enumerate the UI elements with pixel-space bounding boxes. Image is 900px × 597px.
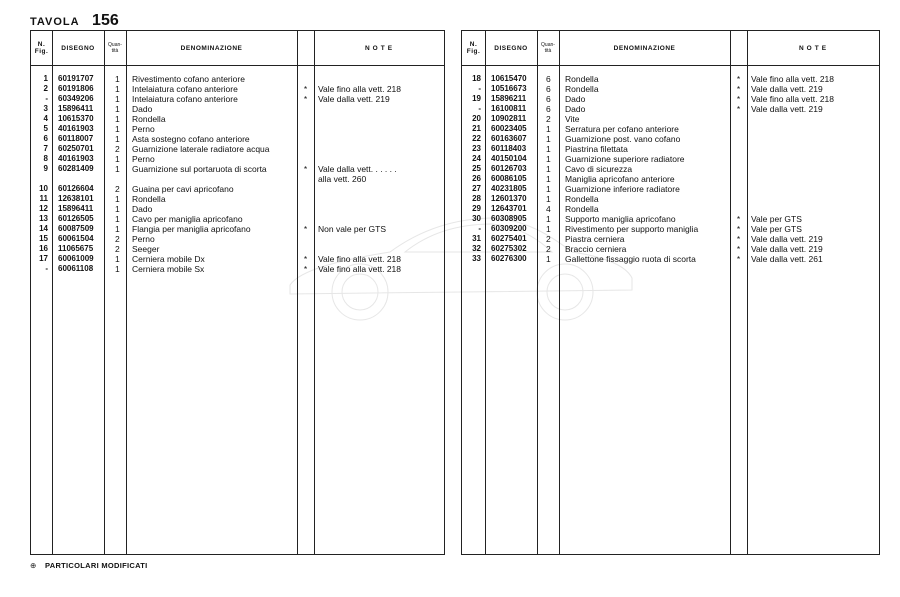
row-quantity: 6: [546, 104, 551, 114]
table-row: [31, 224, 444, 234]
row-quantity: 1: [115, 224, 120, 234]
row-part-number: 10615370: [58, 114, 94, 123]
row-note-asterisk: *: [303, 224, 308, 234]
row-quantity: 1: [546, 224, 551, 234]
col-disegno-header: DISEGNO: [61, 44, 95, 52]
row-note-asterisk: *: [303, 264, 308, 274]
table-row: [462, 214, 879, 224]
row-part-number: 60061504: [58, 234, 94, 243]
table-row: [31, 144, 444, 154]
row-quantity: 1: [546, 124, 551, 134]
row-part-number: 60087509: [58, 224, 94, 233]
row-note-asterisk: *: [736, 224, 741, 234]
parts-table-right: [461, 30, 880, 555]
row-description: Guarnizione superiore radiatore: [565, 154, 685, 164]
row-fig-number: 13: [39, 214, 48, 223]
row-part-number: 12601370: [491, 194, 527, 203]
col-fig-header: [31, 31, 52, 65]
table-row: [31, 74, 444, 84]
col-fig-header: [462, 31, 485, 65]
row-note-asterisk: *: [736, 74, 741, 84]
row-fig-number: 21: [472, 124, 481, 133]
tavola-number: 156: [92, 12, 119, 29]
row-quantity: 6: [546, 74, 551, 84]
table-row: [462, 244, 879, 254]
row-description: Rondella: [565, 194, 599, 204]
row-description: Gallettone fissaggio ruota di scorta: [565, 254, 696, 264]
row-fig-number: 5: [43, 124, 48, 133]
row-part-number: 60118403: [491, 144, 527, 153]
row-fig-number: -: [478, 224, 481, 233]
table-row: [462, 194, 879, 204]
row-fig-number: 19: [472, 94, 481, 103]
row-description: Perno: [132, 154, 155, 164]
row-fig-number: 16: [39, 244, 48, 253]
row-quantity: 2: [115, 234, 120, 244]
table-row: [462, 84, 879, 94]
row-part-number: 60118007: [58, 134, 94, 143]
row-note-asterisk: *: [736, 254, 741, 264]
row-quantity: 1: [115, 134, 120, 144]
col-note-header: NOTE: [364, 44, 396, 52]
parts-rows-right: [462, 74, 879, 264]
row-part-number: 11065675: [58, 244, 94, 253]
row-quantity: 1: [546, 164, 551, 174]
row-part-number: 60281409: [58, 164, 94, 173]
table-row: [31, 164, 444, 174]
row-fig-number: -: [45, 94, 48, 103]
row-note: Vale dalla vett. 219: [751, 244, 823, 254]
row-quantity: 1: [115, 94, 120, 104]
col-quantita-header: [104, 31, 126, 65]
table-row: [462, 184, 879, 194]
row-note: alla vett. 260: [318, 174, 367, 184]
row-quantity: 1: [115, 194, 120, 204]
row-quantity: 1: [546, 214, 551, 224]
row-part-number: 16100811: [491, 104, 527, 113]
row-fig-number: 11: [39, 194, 48, 203]
col-quantita-line2: tità: [111, 48, 119, 54]
row-description: Rondella: [132, 194, 166, 204]
table-row: [462, 124, 879, 134]
row-part-number: 60126505: [58, 214, 94, 223]
row-fig-number: 20: [472, 114, 481, 123]
row-fig-number: 2: [43, 84, 48, 93]
col-quantita-line1: Quan-: [108, 42, 122, 48]
row-fig-number: 6: [43, 134, 48, 143]
row-part-number: 12643701: [491, 204, 527, 213]
row-fig-number: 14: [39, 224, 48, 233]
row-part-number: 40231805: [491, 184, 527, 193]
row-part-number: 60023405: [491, 124, 527, 133]
table-row: [462, 224, 879, 234]
table-row: [31, 184, 444, 194]
row-description: Maniglia apricofano anteriore: [565, 174, 675, 184]
row-description: Asta sostegno cofano anteriore: [132, 134, 250, 144]
row-description: Guarnizione sul portaruota di scorta: [132, 164, 267, 174]
row-part-number: 60061108: [58, 264, 94, 273]
row-quantity: 1: [546, 184, 551, 194]
row-fig-number: 23: [472, 144, 481, 153]
table-row: [31, 84, 444, 94]
row-description: Supporto maniglia apricofano: [565, 214, 676, 224]
row-note: Vale fino alla vett. 218: [751, 74, 835, 84]
row-quantity: 2: [546, 244, 551, 254]
table-row: [31, 194, 444, 204]
row-fig-number: 1: [43, 74, 48, 83]
row-part-number: 15896411: [58, 204, 94, 213]
row-description: Cerniera mobile Dx: [132, 254, 205, 264]
row-description: Piastrina filettata: [565, 144, 628, 154]
row-part-number: 60163607: [491, 134, 527, 143]
row-part-number: 60275401: [491, 234, 527, 243]
table-row: [31, 124, 444, 134]
footer-legend: [30, 561, 148, 570]
row-part-number: 12638101: [58, 194, 94, 203]
row-quantity: 1: [115, 164, 120, 174]
row-description: Rondella: [132, 114, 166, 124]
row-part-number: 60308905: [491, 214, 527, 223]
row-part-number: 60275302: [491, 244, 527, 253]
row-quantity: 1: [546, 254, 551, 264]
row-quantity: 1: [546, 144, 551, 154]
table-row: [462, 134, 879, 144]
row-description: Perno: [132, 124, 155, 134]
table-row: [31, 94, 444, 104]
row-description: Rivestimento per supporto maniglia: [565, 224, 699, 234]
row-quantity: 1: [115, 74, 120, 84]
table-row: [31, 204, 444, 214]
row-part-number: 40161903: [58, 124, 94, 133]
row-quantity: 2: [546, 114, 551, 124]
table-row: [31, 104, 444, 114]
row-note-asterisk: *: [736, 94, 741, 104]
row-fig-number: 26: [472, 174, 481, 183]
row-fig-number: 28: [472, 194, 481, 203]
row-description: Intelaiatura cofano anteriore: [132, 94, 238, 104]
row-description: Cavo per maniglia apricofano: [132, 214, 243, 224]
row-description: Rivestimento cofano anteriore: [132, 74, 245, 84]
row-note: Vale per GTS: [751, 214, 802, 224]
row-note: Vale dalla vett. 219: [751, 104, 823, 114]
col-fig-line1: N.: [469, 41, 478, 48]
row-quantity: 4: [546, 204, 551, 214]
parts-rows-left: [31, 74, 444, 274]
row-note-asterisk: *: [303, 254, 308, 264]
table-row: [462, 94, 879, 104]
row-quantity: 2: [115, 184, 120, 194]
row-part-number: 60086105: [491, 174, 527, 183]
row-fig-number: 33: [472, 254, 481, 263]
row-part-number: 60250701: [58, 144, 94, 153]
table-row: [462, 104, 879, 114]
row-fig-number: 31: [472, 234, 481, 243]
row-fig-number: 30: [472, 214, 481, 223]
table-row: [31, 254, 444, 264]
table-row: [31, 244, 444, 254]
col-fig-line2: Fig.: [34, 48, 49, 55]
row-part-number: 60276300: [491, 254, 527, 263]
table-row: [462, 164, 879, 174]
page-title: [30, 12, 119, 30]
row-part-number: 40150104: [491, 154, 527, 163]
row-fig-number: 17: [39, 254, 48, 263]
table-row: [31, 134, 444, 144]
row-note-asterisk: *: [303, 84, 308, 94]
row-fig-number: 22: [472, 134, 481, 143]
table-row: [462, 254, 879, 264]
row-description: Guarnizione post. vano cofano: [565, 134, 681, 144]
col-quantita-line1: Quan-: [541, 42, 555, 48]
row-quantity: 1: [115, 154, 120, 164]
table-row: [462, 114, 879, 124]
row-fig-number: 8: [43, 154, 48, 163]
row-quantity: 1: [115, 204, 120, 214]
row-part-number: 60191707: [58, 74, 94, 83]
row-description: Seeger: [132, 244, 160, 254]
table-row: [462, 154, 879, 164]
row-part-number: 40161903: [58, 154, 94, 163]
row-description: Dado: [565, 104, 586, 114]
col-denominazione-header: DENOMINAZIONE: [180, 44, 243, 52]
row-description: Cavo di sicurezza: [565, 164, 633, 174]
row-quantity: 1: [546, 174, 551, 184]
row-note-asterisk: *: [736, 234, 741, 244]
table-row: [462, 204, 879, 214]
row-fig-number: 18: [472, 74, 481, 83]
row-description: Dado: [132, 104, 153, 114]
row-fig-number: -: [478, 84, 481, 93]
row-part-number: 10516673: [491, 84, 527, 93]
table-row: [462, 144, 879, 154]
row-description: Dado: [565, 94, 586, 104]
row-description: Vite: [565, 114, 580, 124]
table-row: [31, 214, 444, 224]
row-note: Vale fino alla vett. 218: [318, 264, 402, 274]
col-fig-line1: N.: [37, 41, 46, 48]
table-row: [31, 154, 444, 164]
row-description: Flangia per maniglia apricofano: [132, 224, 251, 234]
row-quantity: 1: [115, 104, 120, 114]
row-quantity: 1: [546, 134, 551, 144]
row-quantity: 1: [115, 214, 120, 224]
row-fig-number: 9: [43, 164, 48, 173]
table-row: [31, 174, 444, 184]
row-fig-number: 7: [43, 144, 48, 153]
row-quantity: 2: [546, 234, 551, 244]
row-description: Guarnizione inferiore radiatore: [565, 184, 680, 194]
row-note: Vale dalla vett. 219: [751, 234, 823, 244]
row-description: Rondella: [565, 204, 599, 214]
row-quantity: 1: [546, 154, 551, 164]
row-description: Cerniera mobile Sx: [132, 264, 205, 274]
row-part-number: 10902811: [491, 114, 527, 123]
parts-table-left: [30, 30, 445, 555]
row-note: Vale fino alla vett. 218: [318, 254, 402, 264]
row-note-asterisk: *: [736, 104, 741, 114]
row-fig-number: 32: [472, 244, 481, 253]
row-fig-number: 15: [39, 234, 48, 243]
row-quantity: 1: [115, 254, 120, 264]
row-part-number: 60061009: [58, 254, 94, 263]
row-quantity: 1: [115, 114, 120, 124]
table-row: [31, 264, 444, 274]
row-fig-number: 3: [43, 104, 48, 113]
row-quantity: 1: [115, 124, 120, 134]
row-note: Vale dalla vett. 261: [751, 254, 823, 264]
col-disegno-header: DISEGNO: [494, 44, 528, 52]
row-quantity: 6: [546, 94, 551, 104]
row-part-number: 60191806: [58, 84, 94, 93]
row-fig-number: 12: [39, 204, 48, 213]
row-fig-number: -: [45, 264, 48, 273]
row-note: Vale fino alla vett. 218: [751, 94, 835, 104]
col-denominazione-header: DENOMINAZIONE: [613, 44, 676, 52]
row-fig-number: 10: [39, 184, 48, 193]
row-note: Non vale per GTS: [318, 224, 387, 234]
col-quantita-line2: tità: [544, 48, 552, 54]
row-note: Vale per GTS: [751, 224, 802, 234]
row-description: Guaina per cavi apricofano: [132, 184, 234, 194]
row-note-asterisk: *: [303, 164, 308, 174]
row-note: Vale dalla vett. . . . . .: [318, 164, 397, 174]
row-part-number: 15896411: [58, 104, 94, 113]
row-part-number: 15896211: [491, 94, 527, 103]
row-description: Guarnizione laterale radiatore acqua: [132, 144, 270, 154]
row-fig-number: -: [478, 104, 481, 113]
row-fig-number: 25: [472, 164, 481, 173]
row-note: Vale dalla vett. 219: [751, 84, 823, 94]
row-description: Piastra cerniera: [565, 234, 625, 244]
row-fig-number: 24: [472, 154, 481, 163]
row-quantity: 1: [546, 194, 551, 204]
row-description: Dado: [132, 204, 153, 214]
row-note: Vale fino alla vett. 218: [318, 84, 402, 94]
col-note-header: NOTE: [798, 44, 830, 52]
row-description: Rondella: [565, 84, 599, 94]
row-description: Braccio cerniera: [565, 244, 627, 254]
row-description: Perno: [132, 234, 155, 244]
table-row: [462, 74, 879, 84]
row-quantity: 1: [115, 84, 120, 94]
row-description: Rondella: [565, 74, 599, 84]
row-part-number: 60126703: [491, 164, 527, 173]
row-note-asterisk: *: [736, 84, 741, 94]
row-fig-number: 27: [472, 184, 481, 193]
table-row: [31, 234, 444, 244]
row-part-number: 60309200: [491, 224, 527, 233]
tavola-label: TAVOLA: [30, 16, 80, 28]
row-quantity: 2: [115, 144, 120, 154]
row-quantity: 2: [115, 244, 120, 254]
row-part-number: 60126604: [58, 184, 94, 193]
row-part-number: 10615470: [491, 74, 527, 83]
row-description: Intelaiatura cofano anteriore: [132, 84, 238, 94]
row-fig-number: 29: [472, 204, 481, 213]
row-note-asterisk: *: [736, 244, 741, 254]
table-row: [462, 174, 879, 184]
modified-mark-icon: ⊕: [30, 561, 37, 570]
row-note-asterisk: *: [736, 214, 741, 224]
row-quantity: 6: [546, 84, 551, 94]
footer-text: PARTICOLARI MODIFICATI: [44, 561, 148, 570]
row-note-asterisk: *: [303, 94, 308, 104]
table-row: [31, 114, 444, 124]
table-row: [462, 234, 879, 244]
col-quantita-header: [537, 31, 559, 65]
row-part-number: 60349206: [58, 94, 94, 103]
row-fig-number: 4: [43, 114, 48, 123]
col-fig-line2: Fig.: [466, 48, 481, 55]
row-note: Vale dalla vett. 219: [318, 94, 390, 104]
row-description: Serratura per cofano anteriore: [565, 124, 679, 134]
row-quantity: 1: [115, 264, 120, 274]
